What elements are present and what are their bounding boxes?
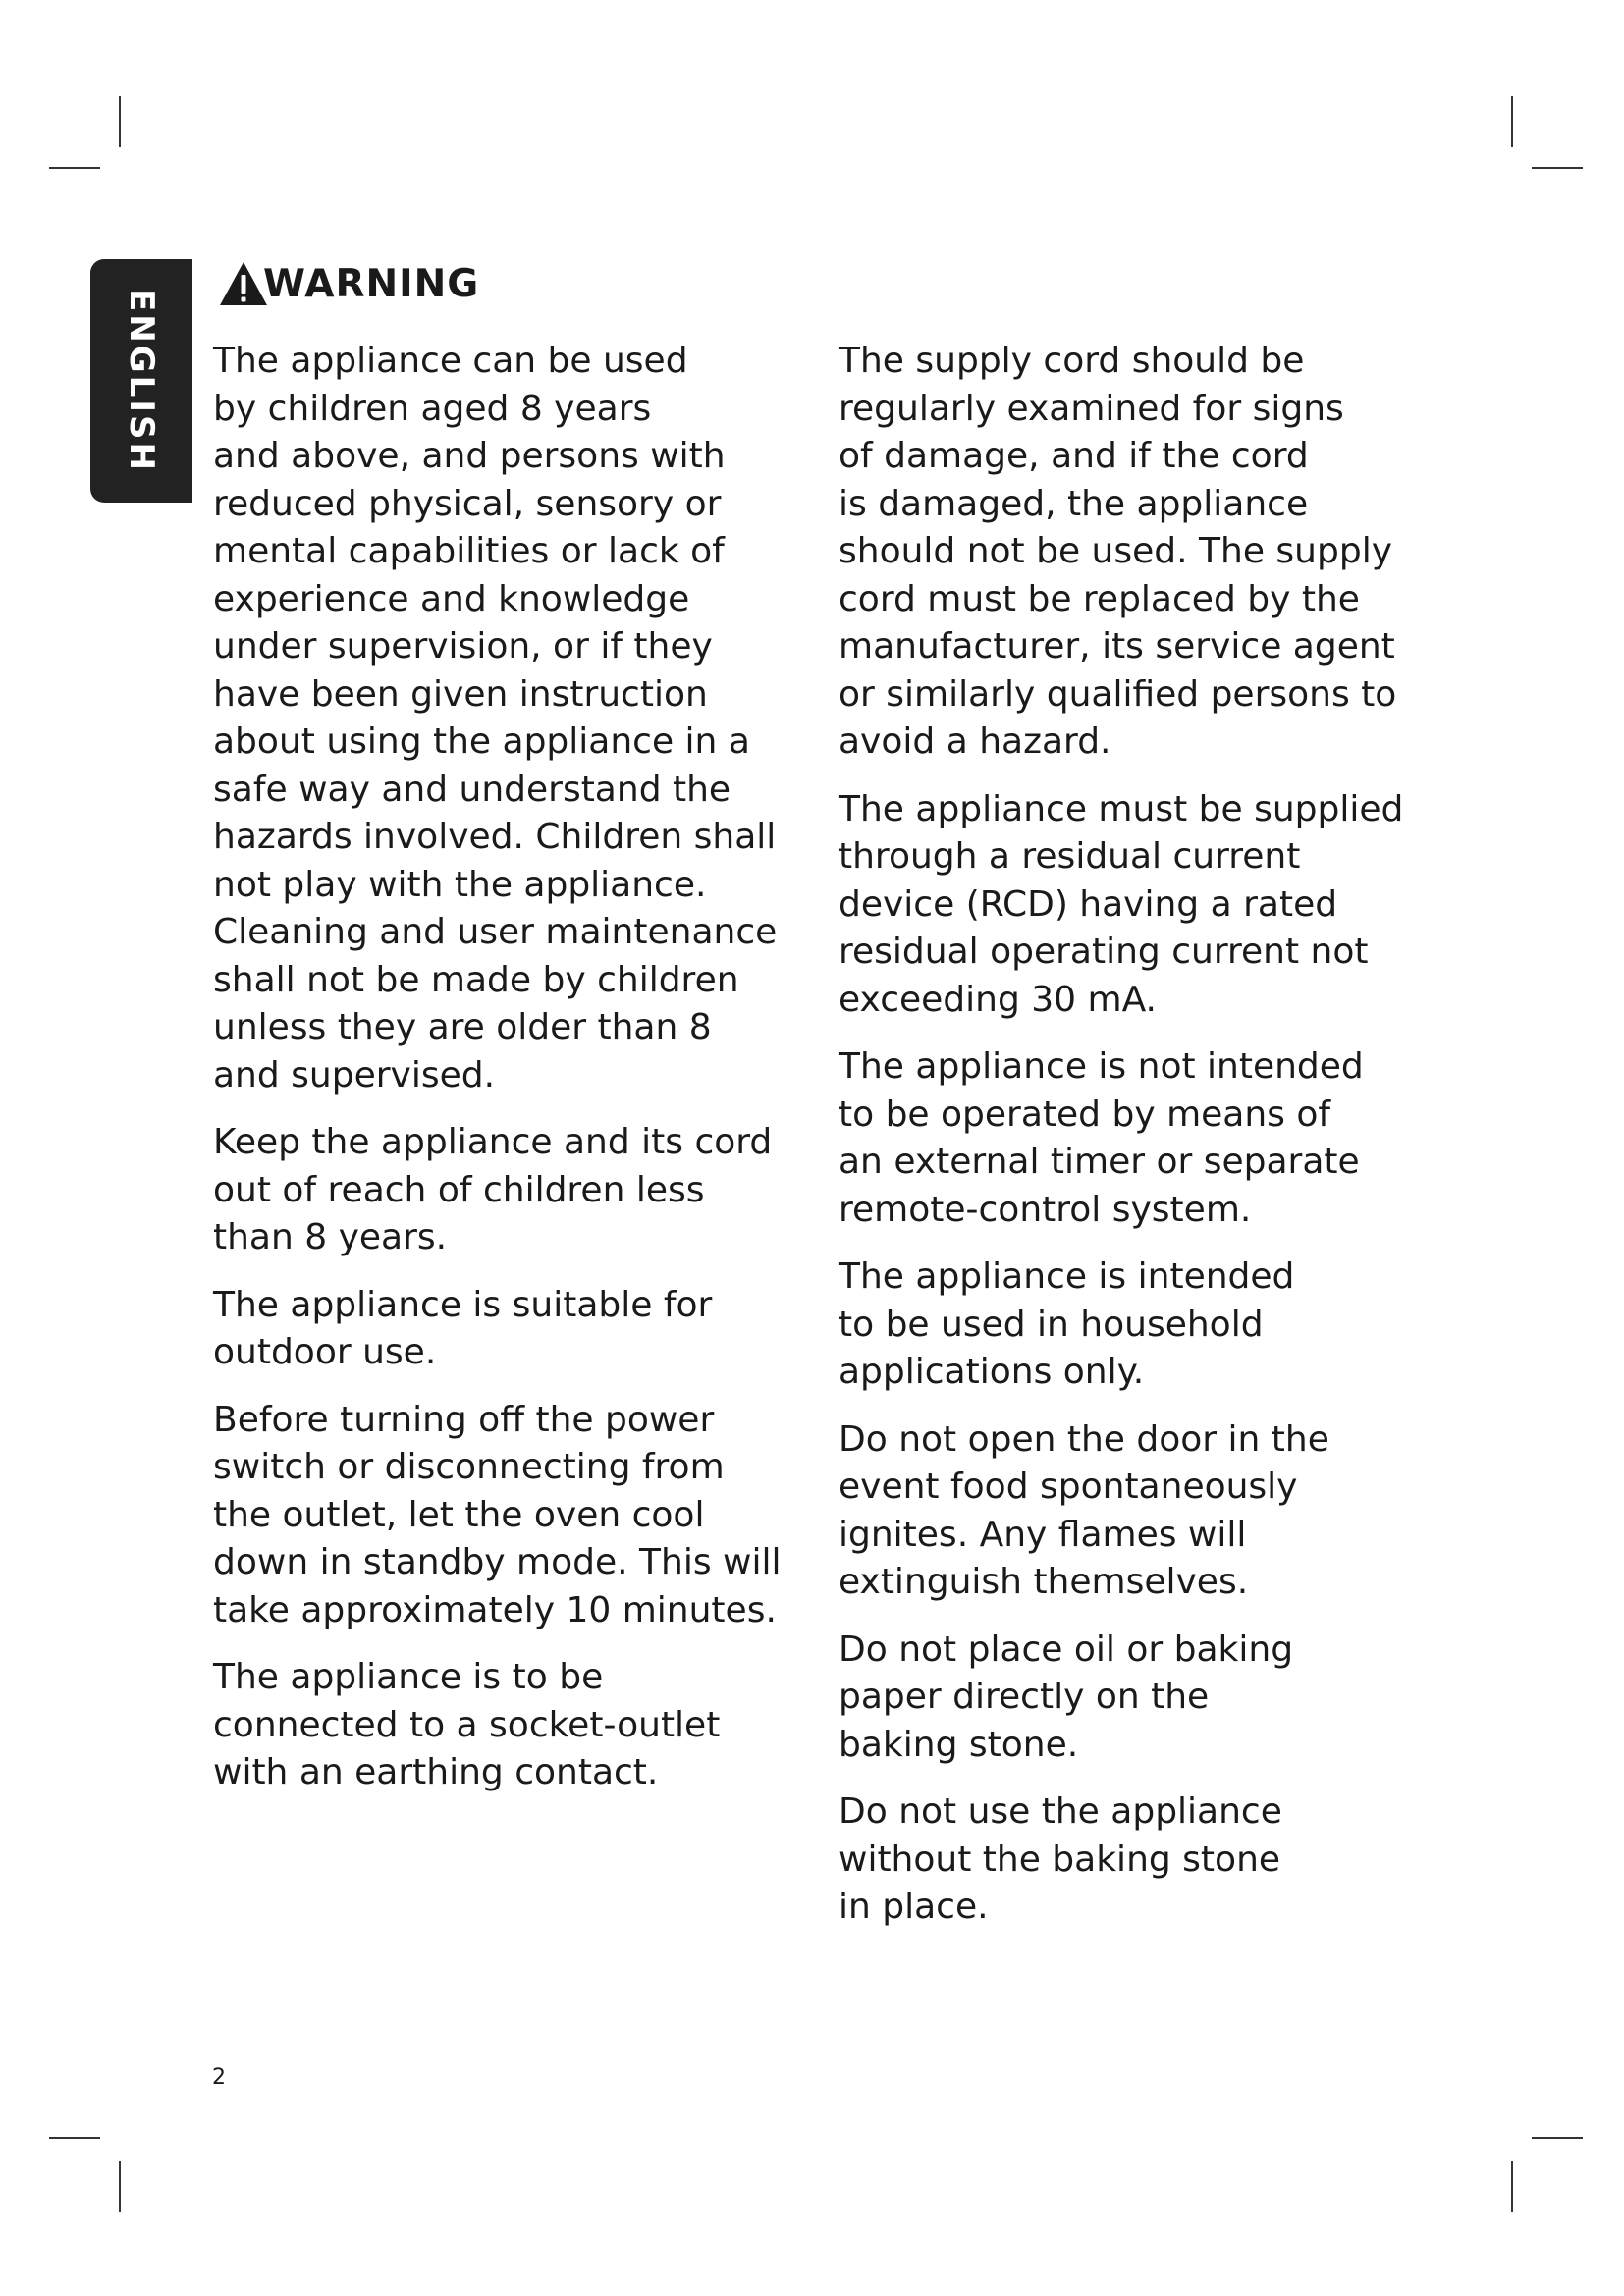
language-label: ENGLISH	[122, 289, 161, 473]
right-column	[839, 338, 1428, 1951]
paragraph: Do not use the appliance without the baking stone in place.	[839, 1791, 1282, 1927]
page-title: WARNING	[263, 261, 480, 306]
crop-mark	[1532, 2137, 1583, 2139]
paragraph: The appliance is suitable for outdoor use.	[213, 1284, 713, 1372]
crop-mark	[119, 96, 121, 147]
paragraph: The appliance is to be connected to a socket-outlet with an earthing contact.	[213, 1657, 721, 1792]
crop-mark	[1532, 167, 1583, 169]
crop-mark	[1511, 96, 1513, 147]
paragraph: Do not open the door in the event food spontaneously ignites. Any flames will extinguish themselves.	[839, 1418, 1329, 1602]
warning-heading	[218, 257, 479, 310]
paragraph: Do not place oil or baking paper directly on the baking stone.	[839, 1629, 1294, 1765]
paragraph: The supply cord should be regularly examined for signs of damage, and if the cord is damaged, the appliance should not be used. The supply cord must be replaced by the manufacturer, its service agent or similarly qualified persons to avoid a hazard.	[839, 341, 1397, 762]
language-tab	[90, 259, 192, 503]
left-column	[213, 338, 802, 1817]
crop-mark	[119, 2161, 121, 2212]
paragraph: The appliance is intended to be used in household applications only.	[839, 1256, 1295, 1392]
crop-mark	[49, 167, 100, 169]
paragraph: Keep the appliance and its cord out of reach of children less than 8 years.	[213, 1122, 773, 1257]
paragraph: The appliance must be supplied through a residual current device (RCD) having a rated residual operating current not exceeding 30 mA.	[839, 788, 1404, 1020]
crop-mark	[1511, 2161, 1513, 2212]
paragraph: The appliance can be used by children aged 8 years and above, and persons with reduced physical, sensory or mental capabilities or lack of experience and knowledge under supervision, or if they have been given instruction about using the appliance in a safe way and understand the hazards involved. Children shall not play with the appliance. Cleaning and user maintenance shall not be made by children unless they are older than 8 and supervised.	[213, 341, 778, 1095]
warning-triangle-icon	[218, 259, 269, 308]
crop-mark	[49, 2137, 100, 2139]
paragraph: The appliance is not intended to be operated by means of an external timer or separate remote-control system.	[839, 1046, 1364, 1230]
paragraph: Before turning off the power switch or disconnecting from the outlet, let the oven cool down in standby mode. This will take approximately 10 minutes.	[213, 1399, 782, 1630]
page-number: 2	[212, 2065, 226, 2090]
